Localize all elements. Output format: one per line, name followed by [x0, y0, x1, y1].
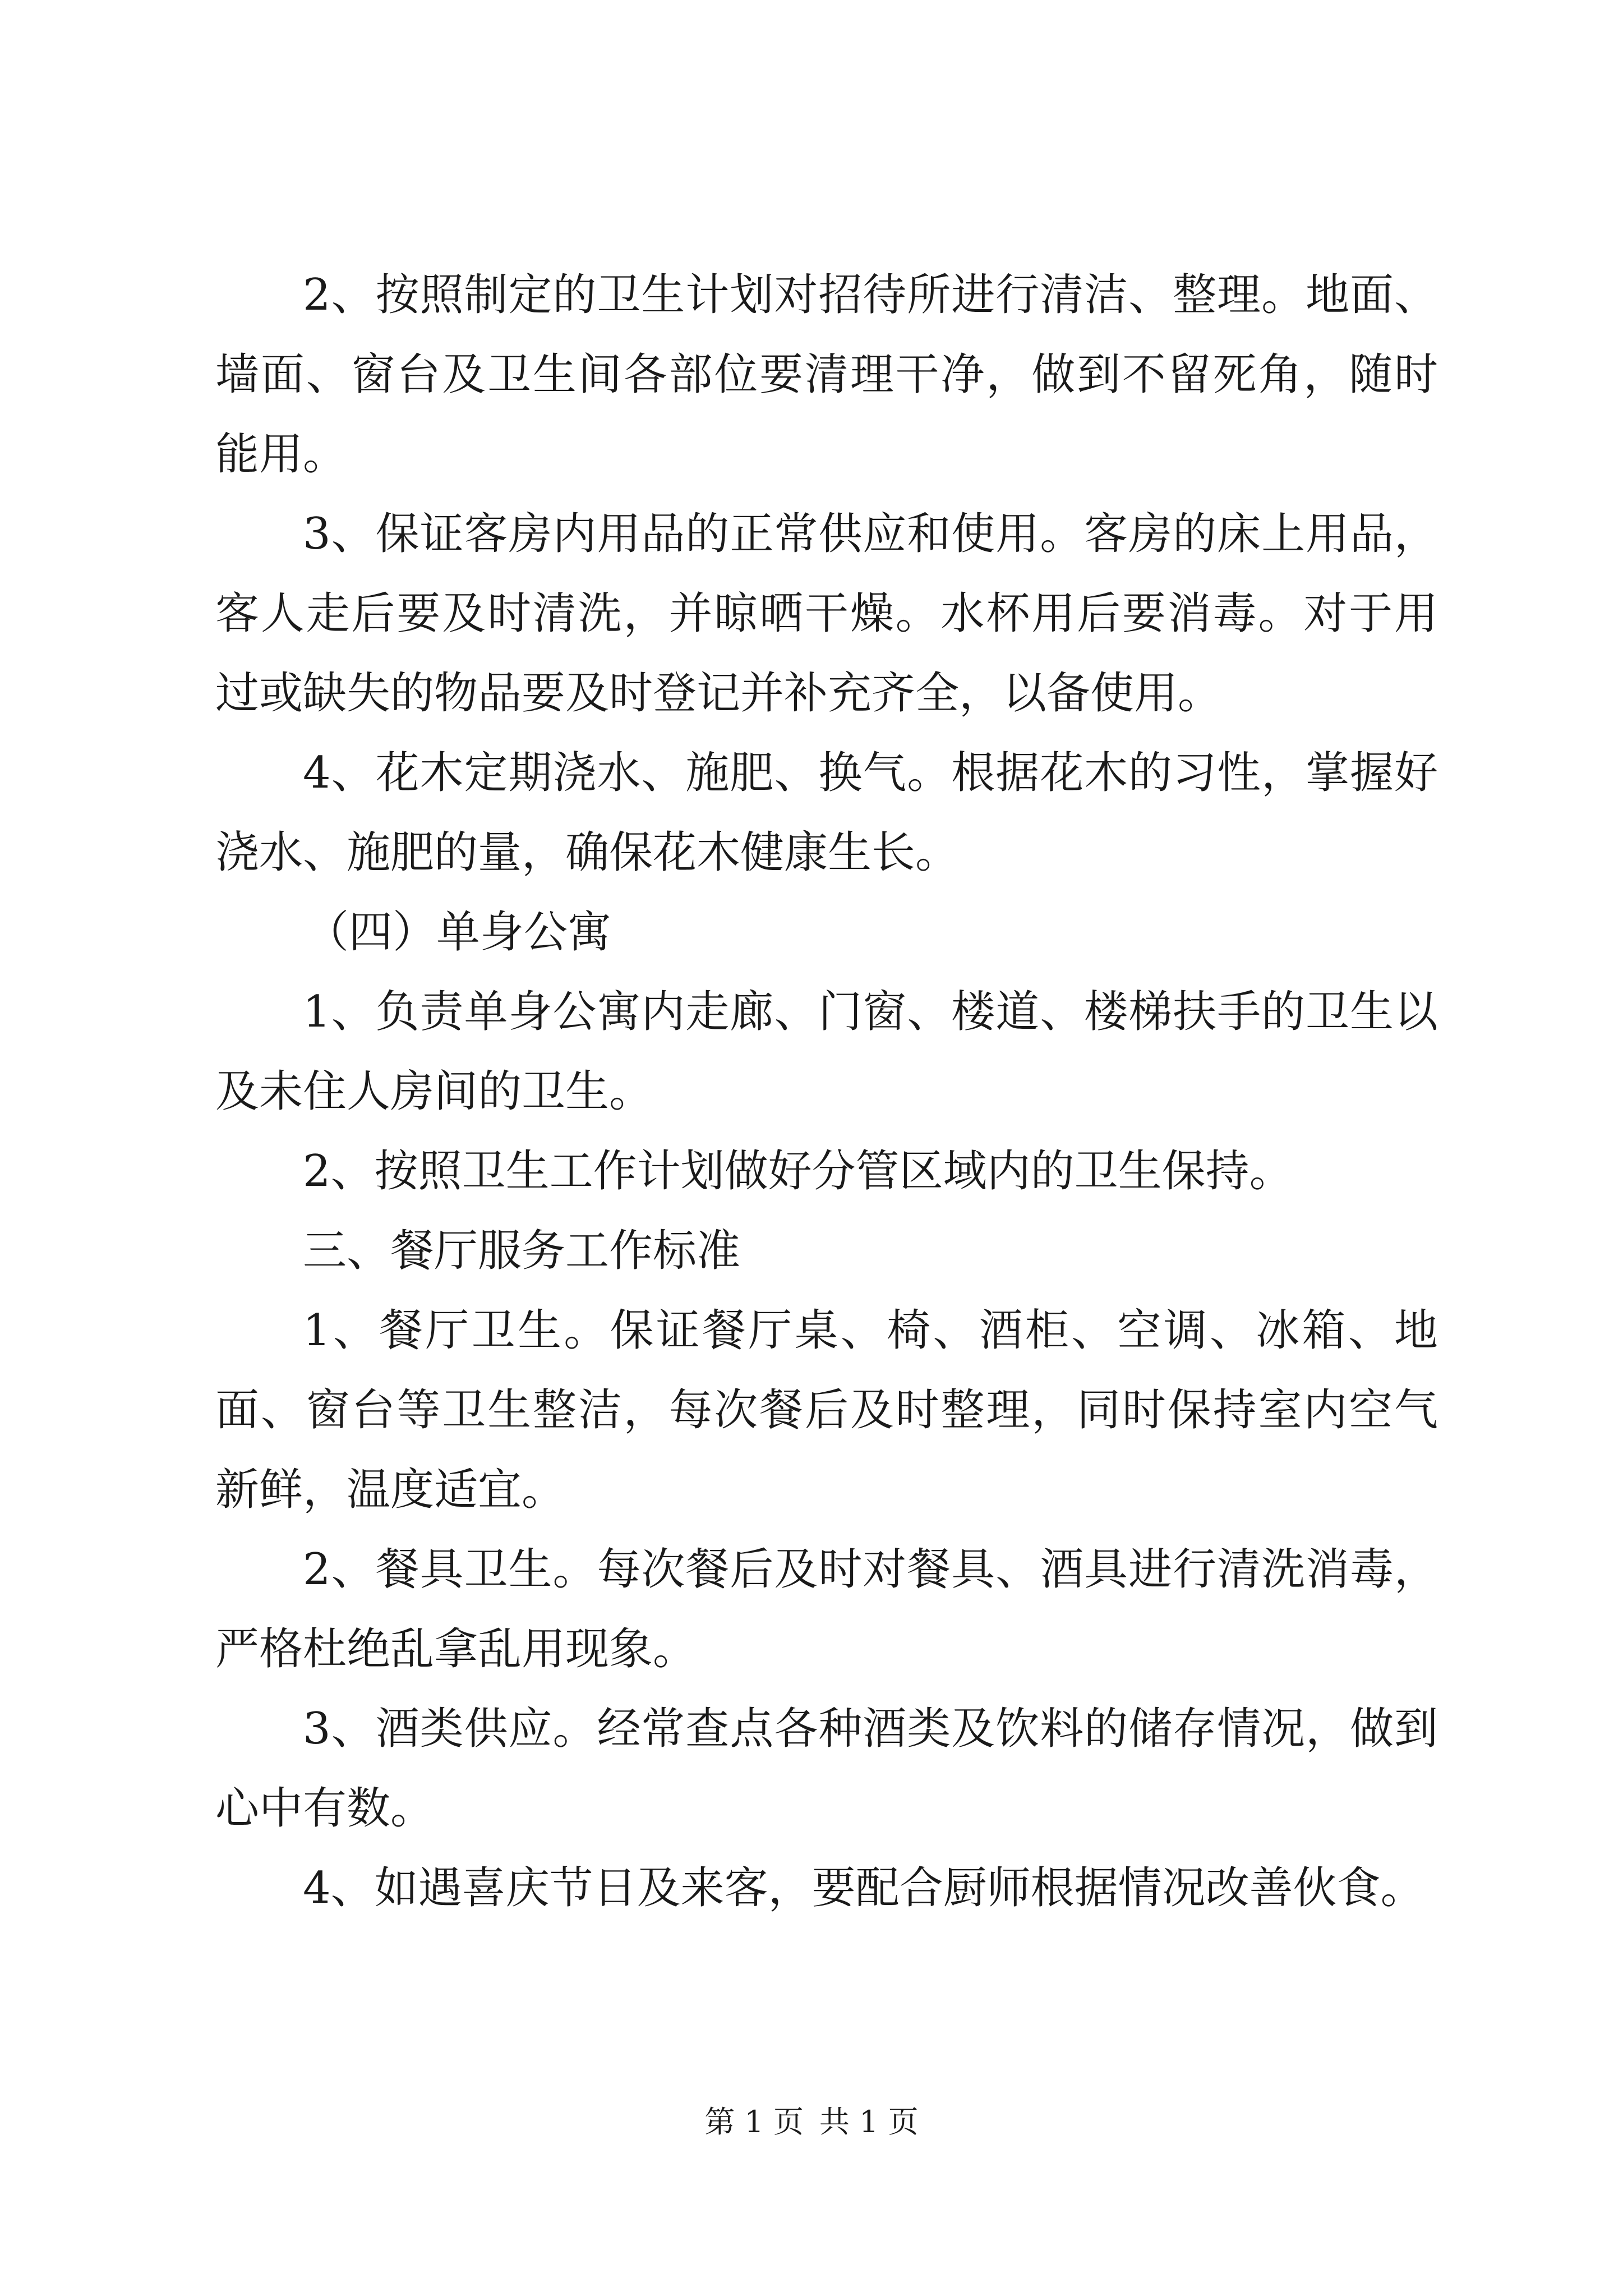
paragraph-apartment-hallways: 1、负责单身公寓内走廊、门窗、楼道、楼梯扶手的卫生以及未住人房间的卫生。 [215, 987, 1438, 1117]
paragraph-festive-meals: 4、如遇喜庆节日及来客，要配合厨师根据情况改善伙食。 [303, 1863, 1424, 1913]
section-heading-single-apartment: （四）单身公寓 [305, 907, 612, 958]
document-body [215, 255, 1438, 1928]
page-footer [0, 2102, 1623, 2142]
paragraph-guest-room-supplies: 3、保证客房内用品的正常供应和使用。客房的床上用品，客人走后要及时清洗，并晾晒干燥。水杯用后要消毒。对于用过或缺失的物品要及时登记并补充齐全，以备使用。 [215, 509, 1438, 719]
paragraph-dining-hygiene: 1、餐厅卫生。保证餐厅桌、椅、酒柜、空调、冰箱、地面、窗台等卫生整洁，每次餐后及时整理，同时保持室内空气新鲜，温度适宜。 [215, 1305, 1438, 1515]
paragraph-tableware-hygiene: 2、餐具卫生。每次餐后及时对餐具、酒具进行清洗消毒，严格杜绝乱拿乱用现象。 [215, 1544, 1438, 1674]
paragraph-apartment-plan: 2、按照卫生工作计划做好分管区域内的卫生保持。 [303, 1146, 1293, 1197]
paragraph-plant-care: 4、花木定期浇水、施肥、换气。根据花木的习性，掌握好浇水、施肥的量，确保花木健康生长。 [215, 748, 1438, 878]
page-number: 第 1 页 [704, 2104, 804, 2139]
section-heading-dining-service: 三、餐厅服务工作标准 [303, 1226, 741, 1276]
total-pages: 共 1 页 [819, 2104, 919, 2139]
paragraph-beverage-supply: 3、酒类供应。经常查点各种酒类及饮料的储存情况，做到心中有数。 [215, 1704, 1438, 1834]
paragraph-cleaning-plan: 2、按照制定的卫生计划对招待所进行清洁、整理。地面、墙面、窗台及卫生间各部位要清理干净，做到不留死角，随时能用。 [215, 270, 1438, 480]
